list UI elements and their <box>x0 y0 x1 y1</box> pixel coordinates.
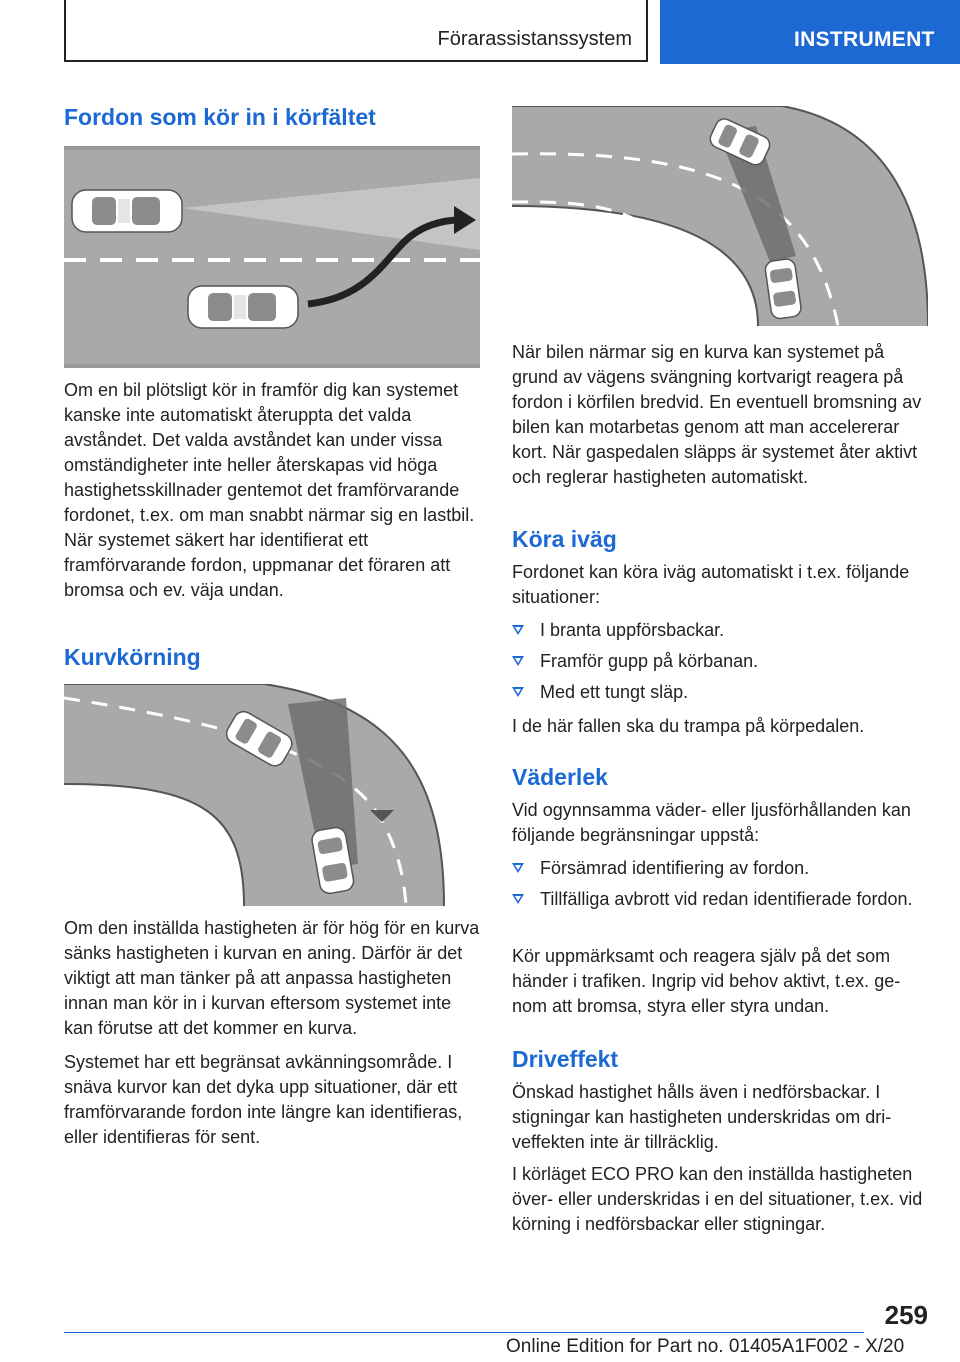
triangle-bullet-icon <box>512 863 524 873</box>
paragraph-weather: Vid ogynnsamma väder- eller ljusförhållanden kan följande begränsningar uppstå: <box>512 800 911 845</box>
footer-divider <box>64 1332 864 1333</box>
page-number: 259 <box>884 1300 928 1330</box>
list-item: Framför gupp på körbanan. <box>512 649 928 674</box>
heading-drive-off: Köra iväg <box>512 526 617 552</box>
list-item: Försämrad identifiering av fordon. <box>512 856 928 881</box>
list-item: Tillfälliga avbrott vid redan identifierade fordon. <box>512 887 928 912</box>
paragraph-curve-adjacent: När bilen närmar sig en kurva kan systemet på grund av vägens svängning kortvarigt reagera på fordon i körfilen bredvid. En eventuell bromsning av bilen kan motarbetas genom att man accelererar kort. När gaspedalen släpps är systemet åter aktivt och reglerar hastigheten automatiskt. <box>512 342 922 487</box>
figure-curve-left <box>64 684 480 906</box>
list-item: I branta uppförsbackar. <box>512 618 928 643</box>
figure-cut-in <box>64 146 480 368</box>
heading-cut-in: Fordon som kör in i körfältet <box>64 104 376 130</box>
heading-weather: Väderlek <box>512 764 608 790</box>
footer-edition: Online Edition for Part no. 01405A1F002 - X/20 <box>506 1336 905 1357</box>
paragraph-drive-off-2: I de här fallen ska du trampa på körpedalen. <box>512 716 865 736</box>
paragraph-drive-off: Fordonet kan köra iväg automatiskt i t.ex. följande situationer: <box>512 562 910 607</box>
paragraph-drive-power-2: I körläget ECO PRO kan den inställda hastigheten över- eller underskridas i en del situationer, t.ex. vid körning i nedförsbackar eller stigningar. <box>512 1164 923 1234</box>
heading-drive-power: Driveffekt <box>512 1046 619 1072</box>
header-tab-instrument[interactable]: INSTRUMENT <box>660 0 960 64</box>
paragraph-curve-2: Systemet har ett begränsat avkänningsområde. I snäva kurvor kan det dyka upp situationer, där ett framförvarande fordon inte längre kan identifieras, eller identifieras för sent. <box>64 1052 463 1147</box>
triangle-bullet-icon <box>512 687 524 697</box>
figure-curve-right <box>512 106 928 326</box>
triangle-bullet-icon <box>512 656 524 666</box>
header-section-box <box>64 0 648 62</box>
triangle-bullet-icon <box>512 625 524 635</box>
paragraph-drive-power-1: Önskad hastighet hålls även i nedförsbackar. I stigningar kan hastigheten underskridas om driveffekten inte är tillräcklig. <box>512 1082 892 1152</box>
list-drive-off <box>512 618 928 711</box>
header-section-title: Förarassistanssystem <box>437 28 632 50</box>
paragraph-curve-1: Om den inställda hastigheten är för hög för en kurva sänks hastigheten i kurvan en aning. Därför är det viktigt att man tänker på att anpassa hastigheten innan man kör in i kurvan eftersom systemet inte kan förutse att det kommer en kurva. <box>64 918 480 1038</box>
triangle-bullet-icon <box>512 894 524 904</box>
list-weather <box>512 856 928 918</box>
list-item: Med ett tungt släp. <box>512 680 928 705</box>
heading-curve: Kurvkörning <box>64 644 201 670</box>
paragraph-weather-2: Kör uppmärksamt och reagera själv på det som händer i trafiken. Ingrip vid behov aktivt, t.ex. genom att bromsa, styra eller styra undan. <box>512 946 901 1016</box>
paragraph-cut-in: Om en bil plötsligt kör in framför dig kan systemet kanske inte automatiskt återuppta det valda avståndet. Det valda avståndet kan under vissa omständigheter inte heller återskapas vid höga hastighetsskillnader gentemot det framförvarande fordonet, t.ex. om man snabbt närmar sig en lastbil. När systemet säkert har identifierat ett framförvarande fordon, uppmanar det föraren att bromsa och ev. väja undan. <box>64 380 475 600</box>
